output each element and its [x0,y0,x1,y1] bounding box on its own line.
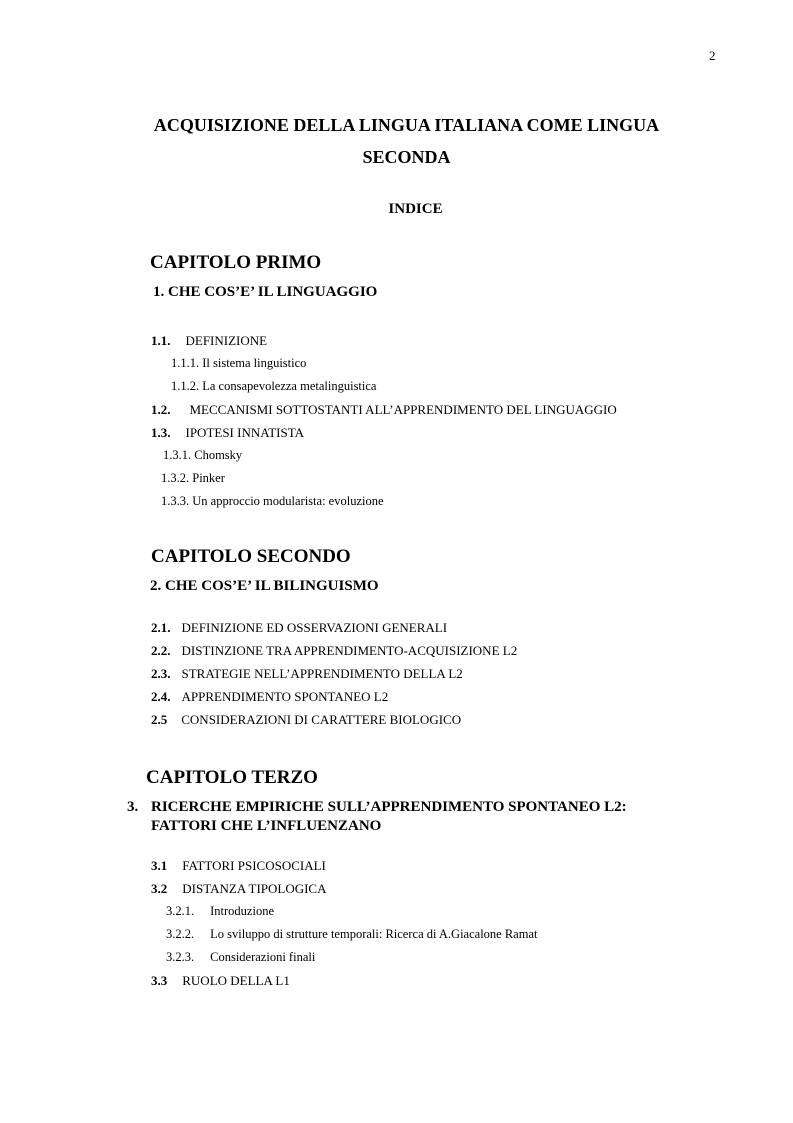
toc-entry-1-3[interactable] [151,425,304,441]
toc-entry-3-2-1[interactable] [166,904,274,919]
toc-entry-text: Chomsky [194,448,243,462]
chapter3-heading: CAPITOLO TERZO [146,767,318,788]
toc-entry-text: DEFINIZIONE ED OSSERVAZIONI GENERALI [181,620,448,635]
toc-entry-number: 1.3.3. [161,494,190,508]
toc-entry-number: 2.1. [151,620,171,635]
toc-entry-3-2-2[interactable] [166,927,537,942]
toc-entry-1-1[interactable] [151,333,267,349]
toc-entry-3-2[interactable] [151,881,327,897]
index-heading: INDICE [388,201,443,217]
document-title-line1: ACQUISIZIONE DELLA LINGUA ITALIANA COME LINGUA [153,115,660,135]
toc-entry-text: DISTANZA TIPOLOGICA [182,881,327,896]
chapter3-section-number: 3. [127,799,139,815]
toc-entry-text: La consapevolezza metalinguistica [202,379,377,393]
toc-entry-text: Considerazioni finali [210,950,316,964]
toc-entry-text: STRATEGIE NELL’APPRENDIMENTO DELLA L2 [181,666,463,681]
toc-entry-3-1[interactable] [151,858,326,874]
toc-entry-text: DISTINZIONE TRA APPRENDIMENTO-ACQUISIZIONE L2 [181,643,518,658]
toc-entry-text: RUOLO DELLA L1 [182,973,290,988]
toc-entry-number: 1.1.1. [171,356,200,370]
toc-entry-2-3[interactable] [151,666,463,682]
toc-entry-1-2[interactable] [151,402,617,418]
chapter3-section-title-line2: FATTORI CHE L’INFLUENZANO [151,818,382,834]
toc-entry-text: FATTORI PSICOSOCIALI [182,858,326,873]
toc-entry-number: 3.2.1. [166,904,195,918]
toc-entry-2-4[interactable] [151,689,388,705]
toc-entry-1-1-2[interactable] [171,379,376,394]
toc-entry-text: MECCANISMI SOTTOSTANTI ALL’APPRENDIMENTO DEL LINGUAGGIO [189,402,617,417]
toc-entry-1-1-1[interactable] [171,356,306,371]
chapter1-section-title: 1. CHE COS’E’ IL LINGUAGGIO [153,284,378,300]
document-title-line2: SECONDA [362,147,451,167]
toc-entry-text: Introduzione [210,904,274,918]
toc-entry-1-3-3[interactable] [161,494,384,509]
toc-entry-number: 1.1. [151,333,171,348]
toc-entry-text: CONSIDERAZIONI DI CARATTERE BIOLOGICO [181,712,462,727]
toc-entry-text: APPRENDIMENTO SPONTANEO L2 [181,689,389,704]
toc-entry-number: 3.3 [151,973,168,988]
toc-entry-number: 2.3. [151,666,171,681]
toc-entry-number: 1.3.1. [163,448,192,462]
page-number: 2 [709,48,716,63]
toc-entry-text: DEFINIZIONE [185,333,268,348]
toc-entry-text: IPOTESI INNATISTA [185,425,304,440]
toc-entry-number: 3.1 [151,858,168,873]
toc-entry-2-5[interactable] [151,712,461,728]
toc-entry-3-2-3[interactable] [166,950,315,965]
toc-entry-number: 1.1.2. [171,379,200,393]
toc-entry-3-3[interactable] [151,973,290,989]
toc-entry-1-3-1[interactable] [163,448,242,463]
chapter3-section-title-line1: RICERCHE EMPIRICHE SULL’APPRENDIMENTO SPONTANEO L2: [151,799,627,815]
toc-entry-number: 1.3. [151,425,171,440]
toc-entry-number: 3.2.3. [166,950,195,964]
toc-entry-number: 3.2 [151,881,168,896]
toc-entry-text: Un approccio modularista: evoluzione [192,494,384,508]
toc-entry-number: 1.2. [151,402,171,417]
toc-entry-number: 2.5 [151,712,168,727]
toc-entry-text: Lo sviluppo di strutture temporali: Ricerca di A.Giacalone Ramat [210,927,538,941]
toc-entry-2-1[interactable] [151,620,447,636]
toc-entry-number: 2.2. [151,643,171,658]
chapter2-section-title: 2. CHE COS’E’ IL BILINGUISMO [150,578,379,594]
toc-entry-1-3-2[interactable] [161,471,225,486]
toc-entry-text: Pinker [192,471,225,485]
toc-entry-2-2[interactable] [151,643,517,659]
toc-entry-number: 3.2.2. [166,927,195,941]
toc-entry-number: 2.4. [151,689,171,704]
toc-entry-text: Il sistema linguistico [202,356,307,370]
toc-entry-number: 1.3.2. [161,471,190,485]
chapter1-heading: CAPITOLO PRIMO [150,252,322,273]
chapter2-heading: CAPITOLO SECONDO [151,546,351,567]
